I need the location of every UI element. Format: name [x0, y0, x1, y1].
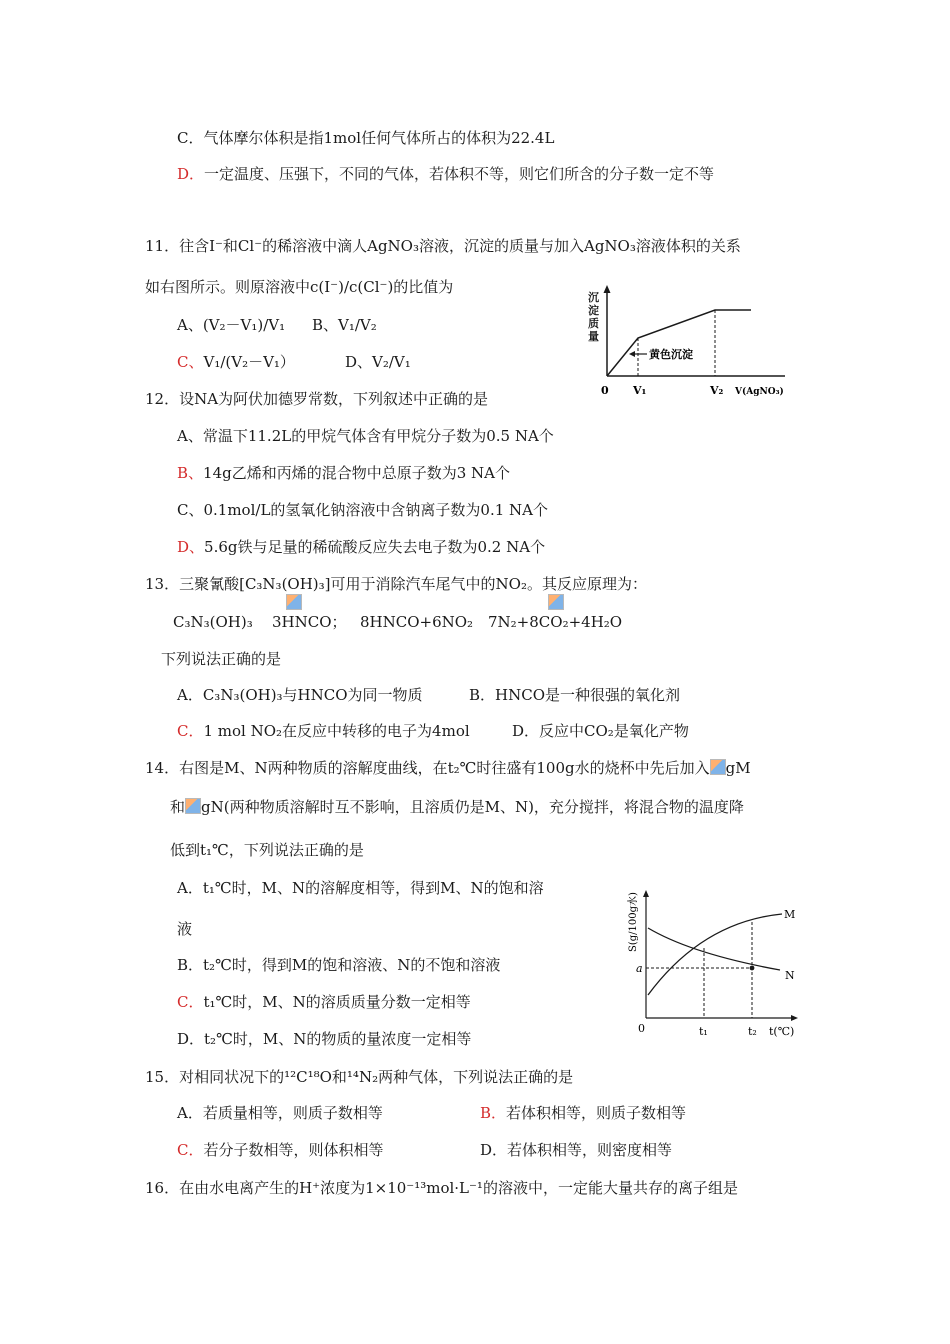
q10-option-d-letter: D．	[177, 165, 205, 183]
q11-option-c	[177, 352, 295, 372]
q13-eq1-right: 3HNCO；	[272, 613, 347, 631]
graph2-n-label: N	[785, 969, 795, 982]
q14-option-c-text: t₁℃时，M、N的溶质质量分数一定相等	[203, 993, 471, 1011]
graph1-annotation: 黄色沉淀	[649, 348, 693, 361]
solubility-graph	[612, 882, 817, 1044]
q12-option-b	[177, 463, 510, 483]
q12-option-b-text: 14g乙烯和丙烯的混合物中总原子数为3 NA个	[203, 464, 510, 482]
graph2-a-label: a	[636, 962, 643, 975]
graph1-x-label: V(AgNO₃)	[735, 387, 784, 397]
q11-option-c-text: V₁/(V₂－V₁）	[203, 353, 295, 371]
q13-eq1-left: C₃N₃(OH)₃	[173, 613, 253, 631]
graph2-ylabel: S(g/100g水)	[628, 892, 639, 952]
q15-option-c-letter: C．	[177, 1141, 204, 1159]
graph2-t1-label: t₁	[699, 1025, 708, 1038]
q13-option-b: B．HNCO是一种很强的氧化剂	[469, 686, 681, 704]
q14-option-b: B．t₂℃时，得到M的饱和溶液、N的不饱和溶液	[177, 956, 501, 974]
q14-option-a-line2: 液	[177, 920, 193, 938]
q13-option-c-letter: C．	[177, 722, 204, 740]
q13-option-a: A．C₃N₃(OH)₃与HNCO为同一物质	[177, 686, 423, 704]
eq2-arrow-image-icon	[548, 594, 564, 610]
q13-eq2-right: 7N₂+8CO₂+4H₂O	[488, 613, 623, 631]
q12-option-d-text: 5.6g铁与足量的稀硫酸反应失去电子数为0.2 NA个	[204, 538, 546, 556]
graph1-curve	[607, 310, 751, 376]
q14-stem-line2-a: 和	[170, 798, 186, 816]
q13-eq2-left: 8HNCO+6NO₂	[360, 613, 474, 631]
q13-option-c-text: 1 mol NO₂在反应中转移的电子为4mol	[203, 722, 470, 740]
q14-stem-line2	[170, 797, 744, 817]
q15-option-b	[480, 1103, 686, 1123]
graph1-v2-label: V₂	[710, 384, 724, 397]
q14-stem-line3: 低到t₁℃，下列说法正确的是	[170, 841, 364, 859]
q16-stem: 16．在由水电离产生的H⁺浓度为1×10⁻¹³mol·L⁻¹的溶液中，一定能大量共存的离子组是	[145, 1179, 738, 1197]
graph1-annotation-arrowhead	[629, 351, 635, 357]
q12-option-c: C、0.1mol/L的氢氧化钠溶液中含钠离子数为0.1 NA个	[177, 501, 548, 519]
q13-option-d: D．反应中CO₂是氧化产物	[512, 722, 689, 740]
graph1-v1-label: V₁	[633, 384, 647, 397]
q14-stem-line1	[145, 758, 751, 778]
graph1-ylabel-1: 沉	[588, 291, 599, 304]
graph2-x-arrow	[791, 1015, 798, 1021]
q12-option-d-letter: D、	[177, 538, 205, 556]
q13-lead: 下列说法正确的是	[161, 650, 282, 668]
precipitate-graph	[585, 282, 810, 402]
q11-option-c-letter: C、	[177, 353, 204, 371]
q11-stem-line1: 11．往含I⁻和Cl⁻的稀溶液中滴人AgNO₃溶液，沉淀的质量与加入AgNO₃溶液体积的关系	[145, 237, 741, 255]
graph2-x-label: t(℃)	[769, 1025, 795, 1038]
graph2-origin: 0	[638, 1022, 645, 1035]
graph2-point	[750, 966, 755, 971]
q15-option-a: A．若质量相等，则质子数相等	[177, 1104, 383, 1122]
q12-option-a: A、常温下11.2L的甲烷气体含有甲烷分子数为0.5 NA个	[177, 427, 554, 445]
q14-stem-line1-a: 14．右图是M、N两种物质的溶解度曲线，在t₂℃时往盛有100g水的烧杯中先后加入	[145, 759, 710, 777]
graph2-curve-n	[648, 928, 780, 970]
q15-option-b-text: 若体积相等，则质子数相等	[506, 1104, 687, 1122]
q15-option-c	[177, 1140, 384, 1160]
q10-option-d	[177, 164, 714, 184]
graph1-origin: 0	[601, 384, 609, 397]
graph2-t2-label: t₂	[748, 1025, 757, 1038]
q14-option-a-line1: A．t₁℃时，M、N的溶解度相等，得到M、N的饱和溶	[177, 879, 544, 897]
q13-option-c	[177, 721, 470, 741]
q11-option-a: A、(V₂－V₁)/V₁	[177, 316, 286, 334]
q15-option-d: D．若体积相等，则密度相等	[480, 1141, 673, 1159]
q12-stem: 12．设NA为阿伏加德罗常数，下列叙述中正确的是	[145, 390, 489, 408]
graph1-y-arrow	[604, 285, 611, 293]
q11-option-b: B、V₁/V₂	[312, 316, 377, 334]
q15-option-c-text: 若分子数相等，则体积相等	[203, 1141, 384, 1159]
graph2-y-arrow	[643, 890, 649, 897]
q11-option-d: D、V₂/V₁	[345, 353, 411, 371]
q15-option-b-letter: B．	[480, 1104, 507, 1122]
graph2-m-label: M	[784, 908, 796, 921]
q14-option-c	[177, 992, 471, 1012]
q12-option-b-letter: B、	[177, 464, 204, 482]
mass-m-image-icon	[710, 759, 726, 775]
graph1-ylabel-2: 淀	[588, 304, 599, 317]
q10-option-d-text: 一定温度、压强下，不同的气体，若体积不等，则它们所含的分子数一定不等	[204, 165, 715, 183]
q14-option-c-letter: C．	[177, 993, 204, 1011]
mass-n-image-icon	[185, 798, 201, 814]
q11-stem-line2: 如右图所示。则原溶液中c(I⁻)/c(Cl⁻)的比值为	[145, 278, 454, 296]
graph1-ylabel-3: 质	[588, 317, 599, 330]
q12-option-d	[177, 537, 545, 557]
q14-stem-line1-b: gM	[725, 759, 751, 777]
q14-stem-line2-b: gN(两种物质溶解时互不影响，且溶质仍是M、N)，充分搅拌，将混合物的温度降	[201, 798, 744, 816]
q14-option-d: D．t₂℃时，M、N的物质的量浓度一定相等	[177, 1030, 472, 1048]
q13-stem: 13．三聚氰酸[C₃N₃(OH)₃]可用于消除汽车尾气中的NO₂。其反应原理为：	[145, 575, 647, 593]
eq1-arrow-image-icon	[286, 594, 302, 610]
graph1-ylabel-4: 量	[588, 330, 599, 343]
q15-stem: 15．对相同状况下的¹²C¹⁸O和¹⁴N₂两种气体，下列说法正确的是	[145, 1068, 574, 1086]
q10-option-c: C．气体摩尔体积是指1mol任何气体所占的体积为22.4L	[177, 129, 555, 147]
